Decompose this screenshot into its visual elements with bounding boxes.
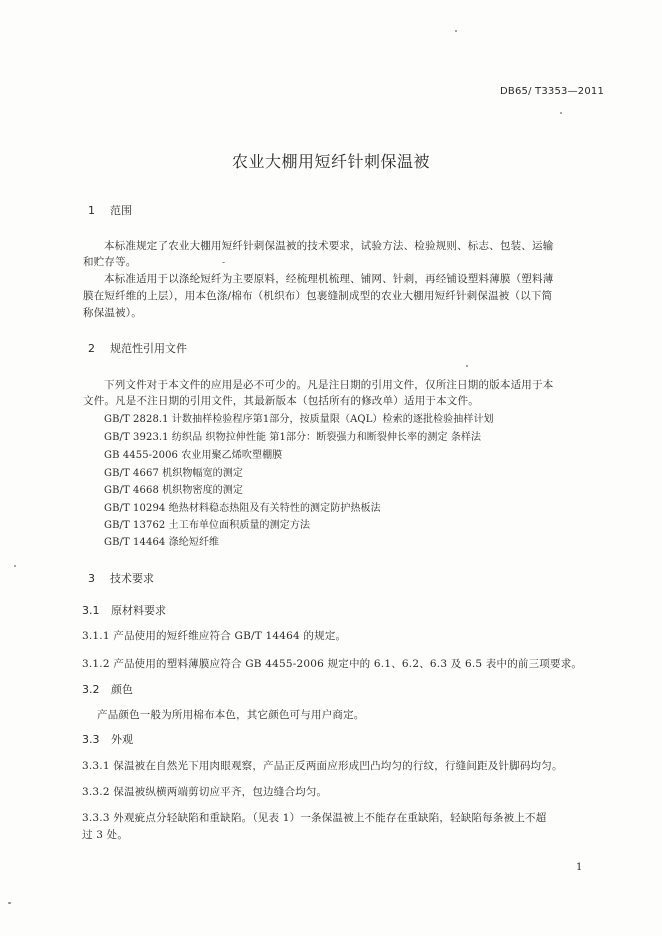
subsection-title: 外观 bbox=[111, 733, 133, 746]
subsection-number: 3.1 bbox=[82, 604, 100, 617]
section-heading-technical-requirements bbox=[88, 570, 154, 586]
section-heading-normative-references bbox=[88, 340, 187, 356]
reference-item: GB 4455-2006 农业用聚乙烯吹塑棚膜 bbox=[104, 450, 283, 461]
scope-line: 本标准规定了农业大棚用短纤针刺保温被的技术要求，试验方法、检验规则、标志、包装、运输 bbox=[104, 240, 554, 252]
scan-speck bbox=[560, 112, 562, 114]
subsection-number: 3.3 bbox=[82, 733, 100, 746]
clause-3-2-text: 产品颜色一般为所用棉布本色，其它颜色可与用户商定。 bbox=[97, 709, 365, 721]
scope-line: 本标准适用于以涤纶短纤为主要原料，经梳理机梳理、铺网、针刺，再经铺设塑料薄膜（塑料薄 bbox=[104, 273, 554, 285]
clause-3-3-2: 3.3.2 保温被纵横两端剪切应平齐，包边缝合均匀。 bbox=[82, 786, 328, 798]
reference-item: GB/T 4667 机织物幅宽的测定 bbox=[104, 468, 243, 479]
subsection-heading-appearance bbox=[82, 731, 133, 747]
scan-speck bbox=[14, 565, 16, 567]
section-title: 规范性引用文件 bbox=[110, 342, 187, 355]
scan-speck bbox=[455, 30, 457, 32]
subsection-heading-raw-materials bbox=[82, 602, 166, 618]
section-title: 范围 bbox=[110, 204, 132, 217]
reference-item: GB/T 2828.1 计数抽样检验程序第1部分，按质量限（AQL）检索的逐批检验抽样计划 bbox=[104, 414, 494, 425]
clause-3-3-3-line: 3.3.3 外观疵点分轻缺陷和重缺陷。（见表 1）一条保温被上不能存在重缺陷，轻缺陷每条被上不超 bbox=[82, 812, 547, 824]
subsection-title: 原材料要求 bbox=[111, 604, 166, 617]
normref-line: 文件。凡是不注日期的引用文件，其最新版本（包括所有的修改单）适用于本文件。 bbox=[83, 395, 479, 407]
normref-line: 下列文件对于本文件的应用是必不可少的。凡是注日期的引用文件，仅所注日期的版本适用于本 bbox=[104, 379, 554, 391]
scan-speck bbox=[8, 902, 11, 904]
scan-speck bbox=[222, 262, 225, 263]
section-number: 1 bbox=[88, 204, 95, 217]
section-number: 3 bbox=[88, 572, 95, 585]
reference-item: GB/T 3923.1 纺织品 织物拉伸性能 第1部分：断裂强力和断裂伸长率的测定 条样法 bbox=[104, 432, 482, 443]
scope-line: 和贮存等。 bbox=[83, 256, 137, 268]
reference-item: GB/T 4668 机织物密度的测定 bbox=[104, 485, 243, 496]
clause-3-1-1: 3.1.1 产品使用的短纤维应符合 GB/T 14464 的规定。 bbox=[82, 630, 347, 642]
clause-3-3-3-line: 过 3 处。 bbox=[82, 829, 129, 841]
page-number: 1 bbox=[576, 862, 583, 873]
reference-item: GB/T 10294 绝热材料稳态热阻及有关特性的测定防护热板法 bbox=[104, 503, 381, 514]
scope-line: 称保温被）。 bbox=[83, 307, 142, 319]
subsection-heading-color bbox=[82, 681, 133, 697]
scope-line: 膜在短纤维的上层），用本色涤/棉布（机织布）包裹缝制成型的农业大棚用短纤针刺保温被（以下简 bbox=[83, 290, 553, 302]
section-title: 技术要求 bbox=[110, 572, 154, 585]
section-number: 2 bbox=[88, 342, 95, 355]
document-title: 农业大棚用短纤针刺保温被 bbox=[231, 152, 430, 171]
reference-item: GB/T 14464 涤纶短纤维 bbox=[104, 537, 220, 548]
scan-speck bbox=[466, 365, 468, 367]
clause-3-3-1: 3.3.1 保温被在自然光下用肉眼观察，产品正反两面应形成凹凸均匀的行纹，行缝间距及针脚码均匀。 bbox=[82, 760, 563, 772]
subsection-number: 3.2 bbox=[82, 683, 100, 696]
clause-3-1-2: 3.1.2 产品使用的塑料薄膜应符合 GB 4455-2006 规定中的 6.1、6.2、6.3 及 6.5 表中的前三项要求。 bbox=[82, 658, 583, 670]
subsection-title: 颜色 bbox=[111, 683, 133, 696]
reference-item: GB/T 13762 土工布单位面积质量的测定方法 bbox=[104, 520, 311, 531]
section-heading-scope bbox=[88, 202, 132, 218]
standard-number: DB65/ T3353—2011 bbox=[500, 86, 605, 97]
